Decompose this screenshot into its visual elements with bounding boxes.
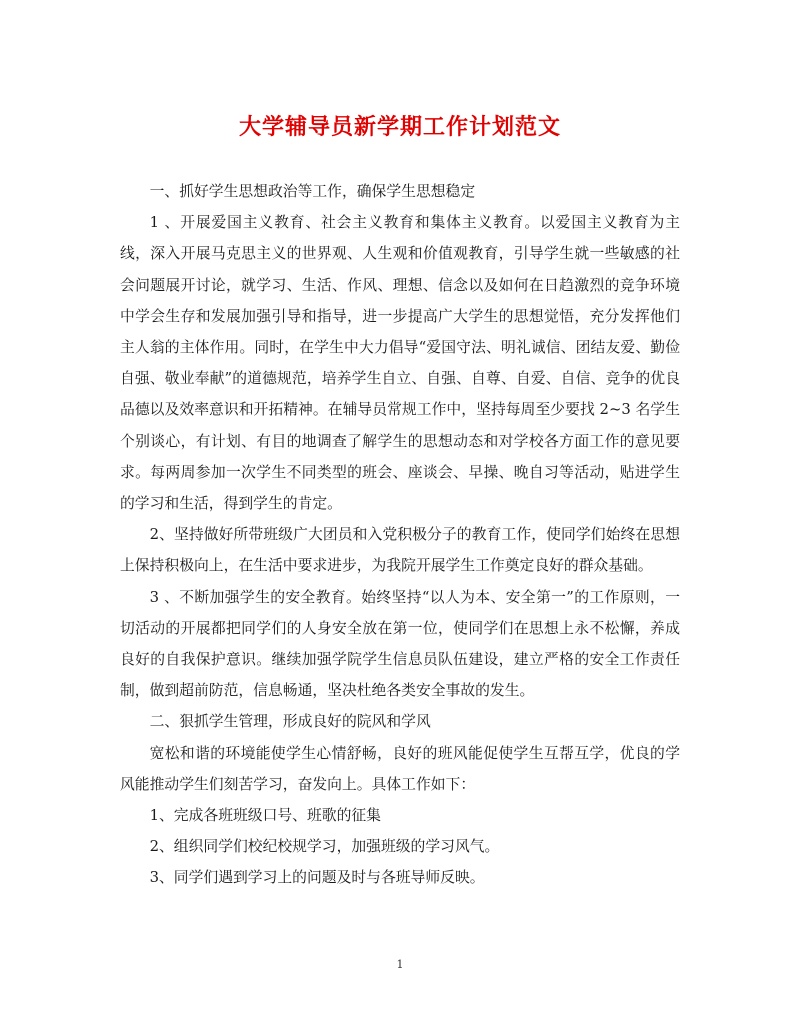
section-heading-1: 一、抓好学生思想政治等工作，确保学生思想稳定 — [149, 183, 476, 200]
list-item-3: 3、同学们遇到学习上的问题及时与各班导师反映。 — [149, 869, 485, 887]
list-item-1: 1、完成各班班级口号、班歌的征集 — [149, 807, 381, 825]
page-number: 1 — [396, 958, 404, 971]
paragraph-environment: 宽松和谐的环境能使学生心情舒畅，良好的班风能促使学生互帮互学，优良的学风能推动学生们刻苦学习，奋发向上。具体工作如下： — [120, 744, 680, 793]
list-item-2: 2、组织同学们校纪校规学习，加强班级的学习风气。 — [149, 838, 500, 856]
paragraph-safety-education: 3 、不断加强学生的安全教育。始终坚持“以人为本、安全第一”的工作原则，一切活动的开展都把同学们的人身安全放在第一位，使同学们在思想上永不松懈，养成良好的自我保护意识。继续加强学院学生信息员队伍建设，建立严格的安全工作责任制，做到超前防范，信息畅通，坚决杜绝各类安全事故的发生。 — [120, 588, 680, 700]
paragraph-patriotic-education: 1 、开展爱国主义教育、社会主义教育和集体主义教育。以爱国主义教育为主线，深入开展马克思主义的世界观、人生观和价值观教育，引导学生就一些敏感的社会问题展开讨论，就学习、生活、作风、理想、信念以及如何在日趋激烈的竞争环境中学会生存和发展加强引导和指导，进一步提高广大学生的思想觉悟，充分发挥他们主人翁的主体作用。同时，在学生中大力倡导“爱国守法、明礼诚信、团结友爱、勤俭自强、敬业奉献”的道德规范，培养学生自立、自强、自尊、自爱、自信、竞争的优良品德以及效率意识和开拓精神。在辅导员常规工作中，坚持每周至少要找 2~3 名学生个别谈心，有计划、有目的地调查了解学生的思想动态和对学校各方面工作的意见要求。每两周参加一次学生不同类型的班会、座谈会、早操、晚自习等活动，贴进学生的学习和生活，得到学生的肯定。 — [120, 214, 680, 513]
section-heading-2: 二、狠抓学生管理，形成良好的院风和学风 — [149, 713, 431, 731]
document-title: 大学辅导员新学期工作计划范文 — [238, 114, 561, 140]
paragraph-league-members: 2、坚持做好所带班级广大团员和入党积极分子的教育工作，使同学们始终在思想上保持积极向上，在生活中要求进步，为我院开展学生工作奠定良好的群众基础。 — [120, 526, 680, 575]
document-body — [120, 176, 680, 894]
